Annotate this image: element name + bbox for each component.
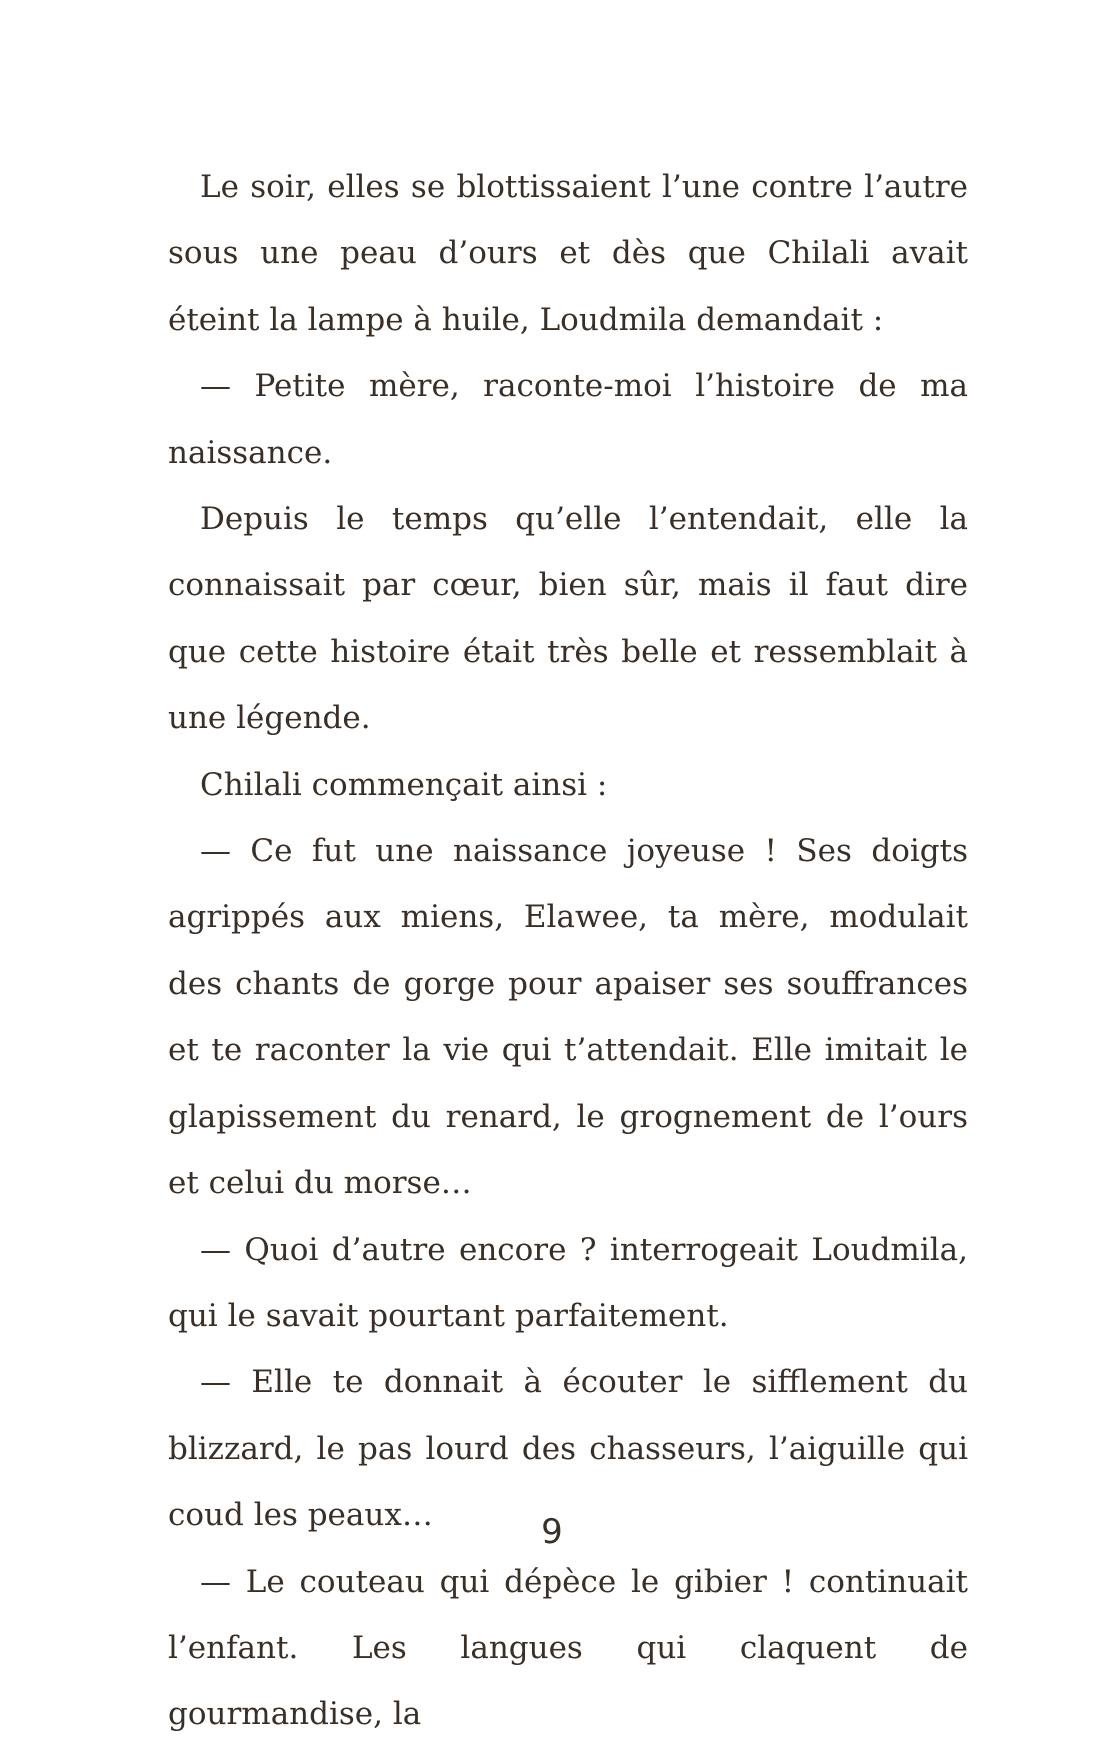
page-body — [168, 154, 968, 1748]
paragraph: Chilali commençait ainsi : — [200, 766, 608, 803]
paragraph: — Ce fut une naissance joyeuse ! Ses doigts agrippés aux miens, Elawee, ta mère, modulait des chants de gorge pour apaiser ses souffrances et te raconter la vie qui t’attendait. Elle imitait le glapissement du renard, le grognement de l’ours et celui du morse… — [168, 833, 968, 1202]
paragraph: — Petite mère, raconte-moi l’histoire de ma naissance. — [168, 368, 968, 471]
paragraph: — Elle te donnait à écouter le sifflement du blizzard, le pas lourd des chasseurs, l’aiguille qui coud les peaux… — [168, 1364, 968, 1534]
page-number: 9 — [541, 1512, 563, 1552]
paragraph: Depuis le temps qu’elle l’entendait, elle la connaissait par cœur, bien sûr, mais il faut dire que cette histoire était très belle et ressemblait à une légende. — [168, 501, 968, 737]
paragraph: — Le couteau qui dépèce le gibier ! continuait l’enfant. Les langues qui claquent de gourmandise, la — [168, 1563, 968, 1733]
paragraph: — Quoi d’autre encore ? interrogeait Loudmila, qui le savait pourtant parfaitement. — [168, 1231, 968, 1334]
paragraph: Le soir, elles se blottissaient l’une contre l’autre sous une peau d’ours et dès que Chilali avait éteint la lampe à huile, Loudmila demandait : — [168, 169, 968, 338]
